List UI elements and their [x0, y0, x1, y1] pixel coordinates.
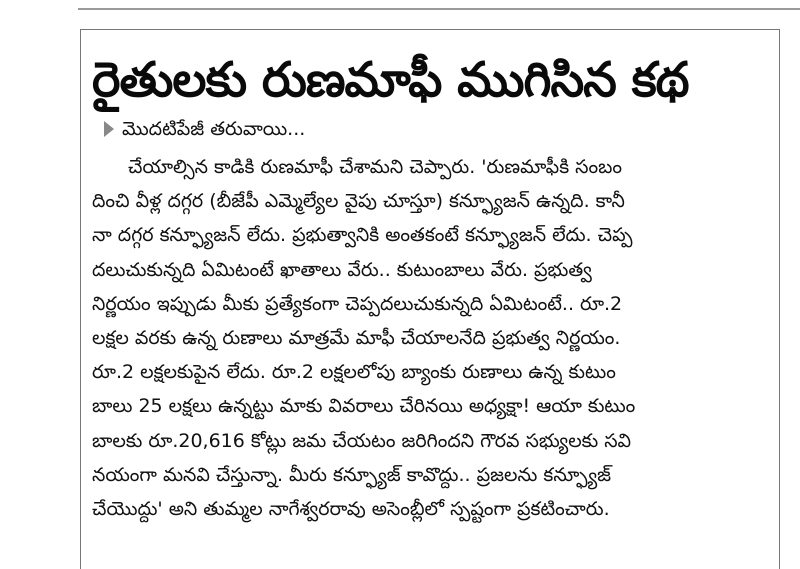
- body-line: బాలకు రూ.20,616 కోట్లు జమ చేయటం జరిగిందని గౌరవ సభ్యులకు సవి: [92, 429, 632, 452]
- body-line: దించి వీళ్ల దగ్గర (బీజేపీ ఎమ్మెల్యేల వైపు చూస్తూ) కన్ఫ్యూజన్ ఉన్నది. కానీ: [92, 190, 625, 213]
- body-line: నయంగా మనవి చేస్తున్నా. మీరు కన్ఫ్యూజ్ కావొద్దు.. ప్రజలను కన్ఫ్యూజ్: [92, 463, 612, 486]
- body-line: నా దగ్గర కన్ఫ్యూజన్ లేదు. ప్రభుత్వానికి అంతకంటే కన్ఫ్యూజన్ లేదు. చెప్ప: [92, 224, 633, 247]
- body-line: నిర్ణయం ఇప్పుడు మీకు ప్రత్యేకంగా చెప్పదలుచుకున్నది ఏమిటంటే.. రూ.2: [92, 292, 623, 315]
- body-line: దలుచుకున్నది ఏమిటంటే ఖాతాలు వేరు.. కుటుంబాలు వేరు. ప్రభుత్వ: [92, 258, 592, 281]
- body-line: చేయొద్దు' అని తుమ్మల నాగేశ్వరరావు అసెంబ్లీలో స్పష్టంగా ప్రకటించారు.: [92, 497, 610, 520]
- body-line: లక్షల వరకు ఉన్న రుణాలు మాత్రమే మాఫీ చేయాలనేది ప్రభుత్వ నిర్ణయం.: [92, 326, 621, 349]
- body-line: చేయాల్సిన కాడికి రుణమాఫీ చేశామని చెప్పారు. 'రుణమాఫీకి సంబం: [128, 156, 623, 178]
- body-line: బాలు 25 లక్షలు ఉన్నట్టు మాకు వివరాలు చేరినయి అధ్యక్షా! ఆయా కుటుం: [92, 395, 636, 418]
- continuation-text: మొదటిపేజీ తరువాయి...: [122, 118, 306, 140]
- body-line: రూ.2 లక్షలకుపైన లేదు. రూ.2 లక్షలలోపు బ్యాంకు రుణాలు ఉన్న కుటుం: [92, 361, 616, 384]
- triangle-right-icon: [104, 121, 114, 137]
- continuation-note: [104, 117, 305, 141]
- top-divider: [78, 8, 800, 10]
- article-body: [92, 150, 752, 526]
- article-headline: రైతులకు రుణమాఫీ ముగిసిన కథ: [92, 52, 689, 108]
